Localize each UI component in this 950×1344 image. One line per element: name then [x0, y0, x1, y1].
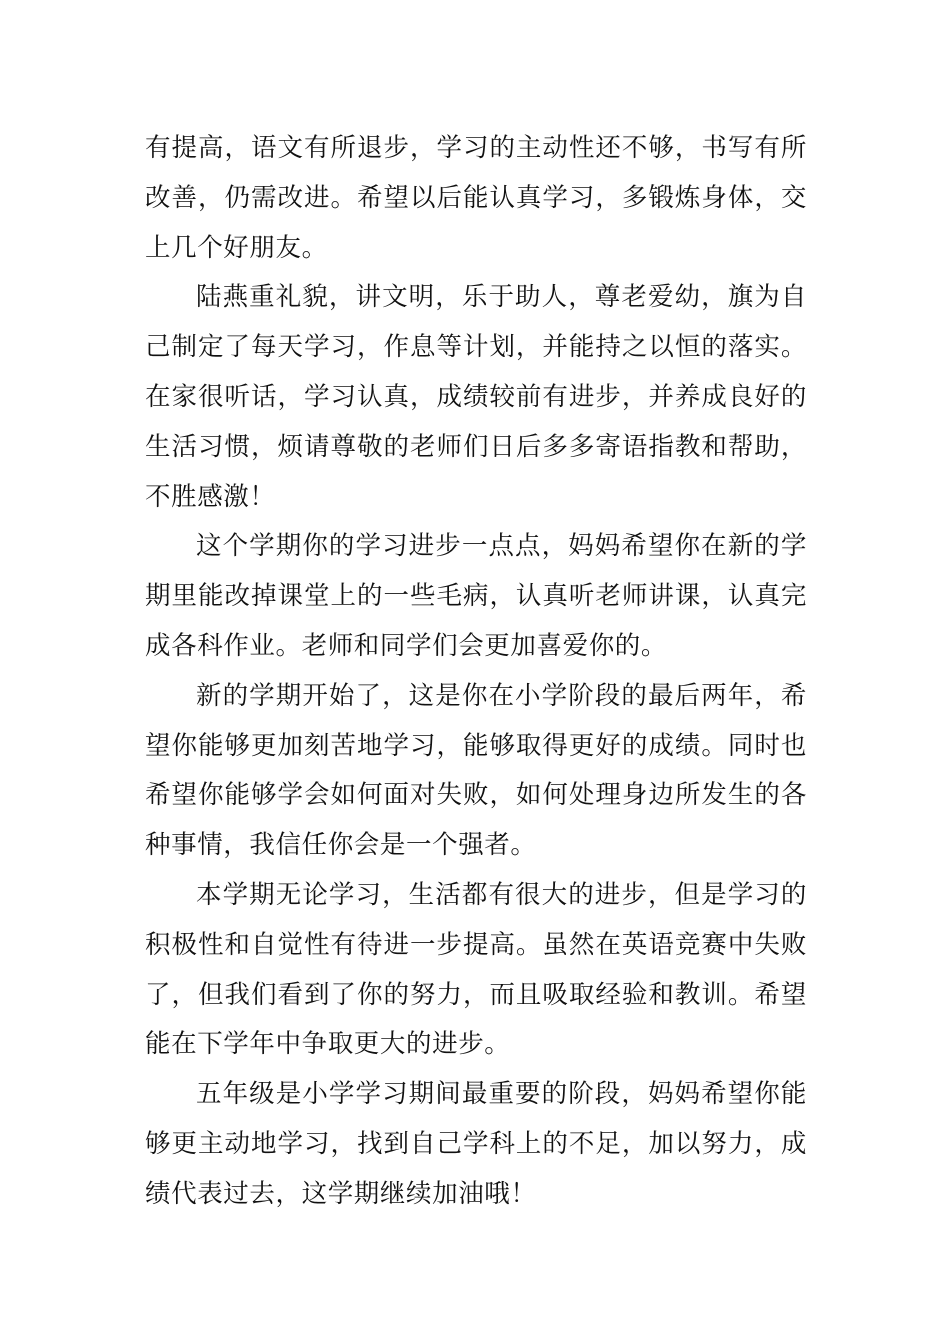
- paragraph-continuation: 有提高，语文有所退步，学习的主动性还不够，书写有所改善，仍需改进。希望以后能认真学习，多锻炼身体，交上几个好朋友。: [145, 133, 807, 263]
- document-body: [145, 124, 807, 1220]
- paragraph-new-semester: 新的学期开始了，这是你在小学阶段的最后两年，希望你能够更加刻苦地学习，能够取得更好的成绩。同时也希望你能够学会如何面对失败，如何处理身边所发生的各种事情，我信任你会是一个强者。: [145, 680, 807, 861]
- paragraph-this-semester: 这个学期你的学习进步一点点，妈妈希望你在新的学期里能改掉课堂上的一些毛病，认真听老师讲课，认真完成各科作业。老师和同学们会更加喜爱你的。: [145, 531, 807, 661]
- paragraph-progress: 本学期无论学习，生活都有很大的进步，但是学习的积极性和自觉性有待进一步提高。虽然在英语竞赛中失败了，但我们看到了你的努力，而且吸取经验和教训。希望能在下学年中争取更大的进步。: [145, 879, 807, 1060]
- paragraph-fifth-grade: 五年级是小学学习期间最重要的阶段，妈妈希望你能够更主动地学习，找到自己学科上的不足，加以努力，成绩代表过去，这学期继续加油哦！: [145, 1079, 807, 1209]
- paragraph-lu-yan: 陆燕重礼貌，讲文明，乐于助人，尊老爱幼，旗为自己制定了每天学习，作息等计划，并能持之以恒的落实。在家很听话，学习认真，成绩较前有进步，并养成良好的生活习惯，烦请尊敬的老师们日后多多寄语指教和帮助，不胜感激！: [145, 282, 807, 512]
